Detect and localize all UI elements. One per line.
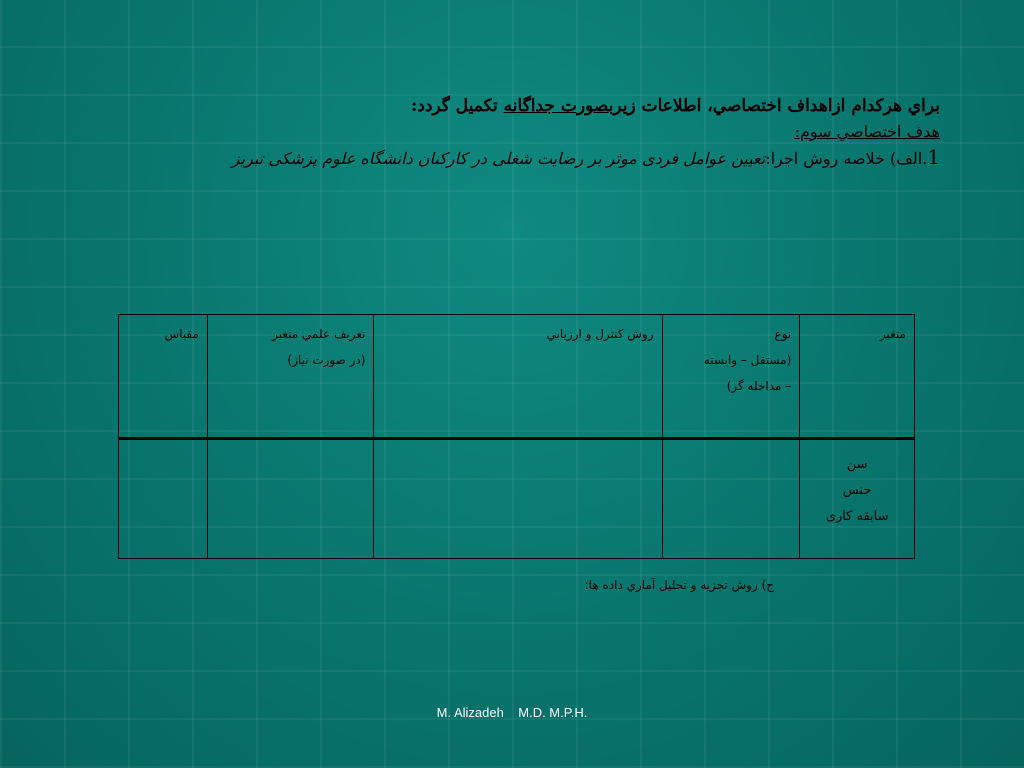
header-scale xyxy=(119,315,208,439)
definition-cell xyxy=(207,439,374,559)
header-scale-label: مقياس xyxy=(164,327,199,341)
type-cell xyxy=(662,439,800,559)
instruction-text: براي هركدام ازاهداف اختصاصي، اطلاعات زير xyxy=(613,96,940,116)
variable-item: سن xyxy=(846,457,868,472)
header-type-label: نوع xyxy=(774,327,792,341)
slide-heading xyxy=(80,92,940,172)
objective-title: هدف اختصاصي سوم: xyxy=(794,122,940,141)
header-type-options-cont: – مداخله گر) xyxy=(726,379,792,393)
header-method-label: روش كنترل و ارزيابي xyxy=(546,327,654,341)
instruction-text-end: تكميل گردد: xyxy=(410,96,504,116)
variables-cell xyxy=(800,439,915,559)
study-title: تعیین عوامل فردی موثر بر رضایت شغلی در کارکنان دانشگاه علوم پزشکی تبریز xyxy=(231,149,766,168)
method-cell xyxy=(374,439,662,559)
scale-cell xyxy=(119,439,208,559)
table-header-row xyxy=(119,315,915,439)
footer-author: M. Alizadeh M.D. M.P.H. xyxy=(436,705,588,720)
variables-table xyxy=(118,314,915,559)
header-variable-label: متغير xyxy=(879,327,906,341)
table-row xyxy=(119,439,915,559)
header-type-options: (مستقل – وابسته xyxy=(703,353,792,367)
variable-item: سابقه کاری xyxy=(825,509,889,524)
instruction-line xyxy=(80,92,940,120)
analysis-method-label: ج) روش تجزيه و تحليل آماري داده ها: xyxy=(584,578,774,592)
method-summary-line xyxy=(80,144,940,172)
method-summary-label: .الف) خلاصه روش اجرا: xyxy=(765,149,928,168)
header-method xyxy=(374,315,662,439)
header-definition xyxy=(207,315,374,439)
item-number: 1 xyxy=(927,145,940,169)
header-definition-note: (در صورت نياز) xyxy=(287,353,366,367)
instruction-underlined-text: بصورت جداگانه xyxy=(503,96,614,116)
header-variable xyxy=(800,315,915,439)
header-definition-label: تعريف علمي متغير xyxy=(272,327,366,341)
variable-item: جنس xyxy=(842,483,872,498)
header-type xyxy=(662,315,800,439)
